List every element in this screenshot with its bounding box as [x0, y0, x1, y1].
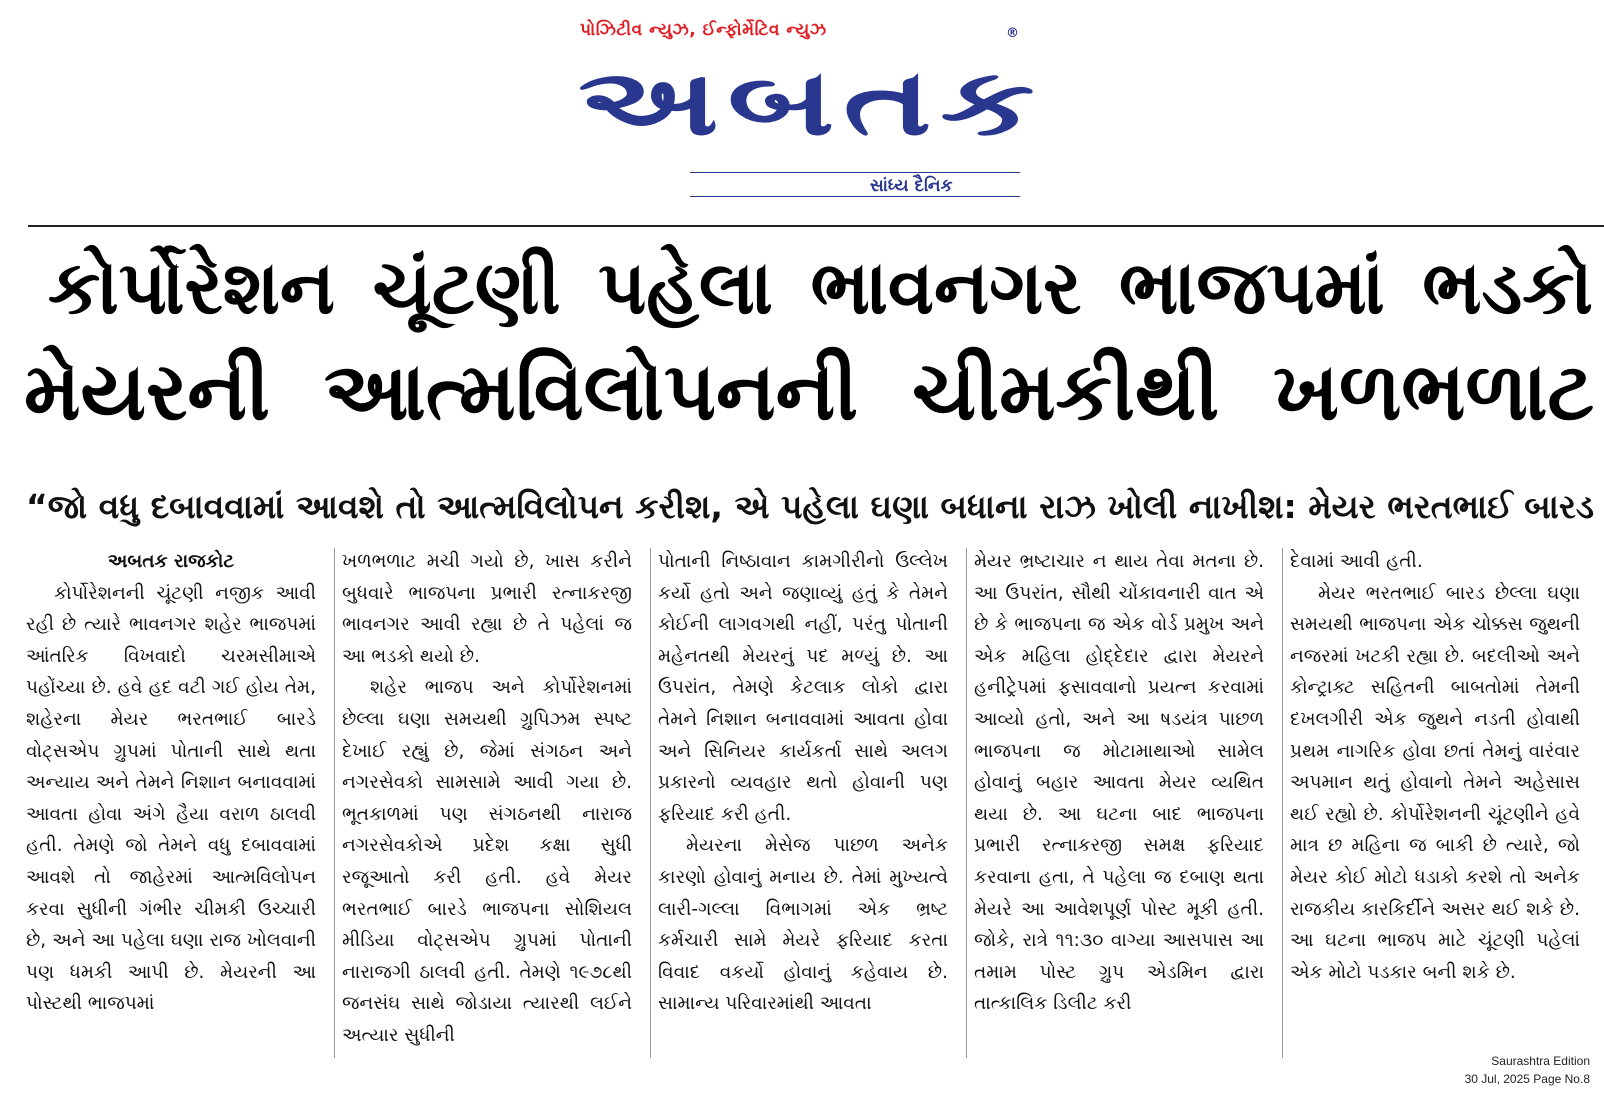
footer-date-page: 30 Jul, 2025 Page No.8 — [1464, 1072, 1590, 1086]
article-column-2 — [342, 546, 632, 1066]
masthead-tagline: પોઝિટીવ ન્યુઝ, ઈન્ફોર્મેટિવ ન્યુઝ — [580, 20, 827, 40]
byline: અબતક રાજકોટ — [107, 551, 235, 572]
headline-line-1: કોર્પોરેશન ચૂંટણી પહેલા ભાવનગર ભાજપમાં ભડકો — [48, 245, 1593, 331]
masthead — [0, 0, 1604, 210]
edition-divider-top — [690, 172, 1020, 173]
article-column-5 — [1290, 546, 1580, 1066]
edition-divider-bottom — [690, 196, 1020, 197]
edition-label: સાંધ્ય દૈનિક — [870, 176, 953, 196]
paragraph: ખળભળાટ મચી ગયો છે, ખાસ કરીને બુધવારે ભાજપના પ્રભારી રત્નાકરજી ભાવનગર આવી રહ્યા છે તે પહેલાં જ આ ભડકો થયો છે. — [342, 551, 632, 667]
paragraph: પોતાની નિષ્ઠાવાન કામગીરીનો ઉલ્લેખ કર્યો હતો અને જણાવ્યું હતું કે તેમને કોઈની લાગવગથી નહીં, પરંતુ પોતાની મહેનતથી મેયરનું પદ મળ્યું છે. આ ઉપરાંત, તેમણે કેટલાક લોકો દ્વારા તેમને નિશાન બનાવવામાં આવતા હોવા અને સિનિયર કાર્યકર્તા સાથે અલગ પ્રકારનો વ્યવહાર થતો હોવાની પણ ફરિયાદ કરી હતી. — [658, 551, 948, 825]
paragraph: મેયર ભ્રષ્ટાચાર ન થાય તેવા મતના છે. આ ઉપરાંત, સૌથી ચોંકાવનારી વાત એ છે કે ભાજપના જ એક વોર્ડ પ્રમુખ અને એક મહિલા હોદ્દેદાર દ્વારા મેયરને હનીટ્રેપમાં ફસાવવાનો પ્રયત્ન કરવામાં આવ્યો હતો, અને આ ષડયંત્ર પાછળ ભાજપના જ મોટામાથાઓ સામેલ હોવાનું બહાર આવતા મેયર વ્યથિત થયા છે. આ ઘટના બાદ ભાજપના પ્રભારી રત્નાકરજી સમક્ષ ફરિયાદ કરવાના હતા, તે પહેલા જ દબાણ થતા મેયરે આ આવેશપૂર્ણ પોસ્ટ મૂકી હતી. જોકે, રાત્રે ૧૧:૩૦ વાગ્યા આસપાસ આ તમામ પોસ્ટ ગ્રુપ એડમિન દ્વારા તાત્કાલિક ડિલીટ કરી — [974, 551, 1264, 1015]
article-body — [26, 546, 1592, 1066]
paragraph: કોર્પોરેશનની ચૂંટણી નજીક આવી રહી છે ત્યારે ભાવનગર શહેર ભાજપમાં આંતરિક વિખવાદો ચરમસીમાએ પહોંચ્યા છે. હવે હદ વટી ગઈ હોય તેમ, શહેરના મેયર ભરતભાઈ બારડે વોટ્સએપ ગ્રુપમાં પોતાની સાથે થતા અન્યાય અને તેમને નિશાન બનાવવામાં આવતા હોવા અંગે હૈયા વરાળ ઠાલવી હતી. તેમણે જો તેમને વધુ દબાવવામાં આવશે તો જાહેરમાં આત્મવિલોપન કરવા સુધીની ગંભીર ચીમકી ઉચ્ચારી છે, અને આ પહેલા ઘણા રાજ ખોલવાની પણ ધમકી આપી છે. મેયરની આ પોસ્ટથી ભાજપમાં — [26, 582, 316, 1015]
newspaper-logo: અબતક — [578, 49, 1044, 156]
article-column-3 — [658, 546, 948, 1066]
footer-edition: Saurashtra Edition — [1491, 1054, 1590, 1068]
headline-line-2: મેયરની આત્મવિલોપનની ચીમકીથી ખળભળાટ — [24, 345, 1594, 438]
article-column-1 — [26, 546, 316, 1066]
paragraph: દેવામાં આવી હતી. — [1290, 551, 1423, 572]
registered-mark: ® — [1006, 26, 1019, 41]
paragraph: મેયર ભરતભાઈ બારડ છેલ્લા ઘણા સમયથી ભાજપના એક ચોક્કસ જુથની નજરમાં ખટકી રહ્યા છે. બદલીઓ અને કોન્ટ્રાક્ટ સહિતની બાબતોમાં તેમની દખલગીરી એક જુથને નડતી હોવાથી પ્રથમ નાગરિક હોવા છતાં તેમનું વારંવાર અપમાન થતું હોવાનો તેમને અહેસાસ થઈ રહ્યો છે. કોર્પોરેશનની ચૂંટણીને હવે માત્ર છ મહિના જ બાકી છે ત્યારે, જો મેયર કોઈ મોટો ધડાકો કરશે તો અનેક રાજકીય કારકિર્દીને અસર થઈ શકે છે. આ ઘટના ભાજપ માટે ચૂંટણી પહેલાં એક મોટો પડકાર બની શકે છે. — [1290, 582, 1580, 983]
paragraph: મેયરના મેસેજ પાછળ અનેક કારણો હોવાનું મનાય છે. તેમાં મુખ્યત્વે લારી-ગલ્લા વિભાગમાં એક ભ્રષ્ટ કર્મચારી સામે મેયરે ફરિયાદ કરતા વિવાદ વકર્યો હોવાનું કહેવાય છે. સામાન્ય પરિવારમાંથી આવતા — [658, 835, 948, 1015]
subheadline-quote: “જો વધુ દબાવવામાં આવશે તો આત્મવિલોપન કરીશ, એ પહેલા ઘણા બધાના રાઝ ખોલી નાખીશ: મેયર ભરતભાઈ બારડ — [26, 487, 1594, 526]
header-rule — [28, 225, 1604, 227]
paragraph: શહેર ભાજપ અને કોર્પોરેશનમાં છેલ્લા ઘણા સમયથી ગ્રુપિઝમ સ્પષ્ટ દેખાઈ રહ્યું છે, જેમાં સંગઠન અને નગરસેવકો સામસામે આવી ગયા છે. ભૂતકાળમાં પણ સંગઠનથી નારાજ નગરસેવકોએ પ્રદેશ કક્ષા સુધી રજૂઆતો કરી હતી. હવે મેયર ભરતભાઈ બારડે ભાજપના સોશિયલ મીડિયા વોટ્સએપ ગ્રુપમાં પોતાની નારાજગી ઠાલવી હતી. તેમણે ૧૯૭૮થી જનસંઘ સાથે જોડાયા ત્યારથી લઈને અત્યાર સુધીની — [342, 677, 632, 1046]
article-column-4 — [974, 546, 1264, 1066]
